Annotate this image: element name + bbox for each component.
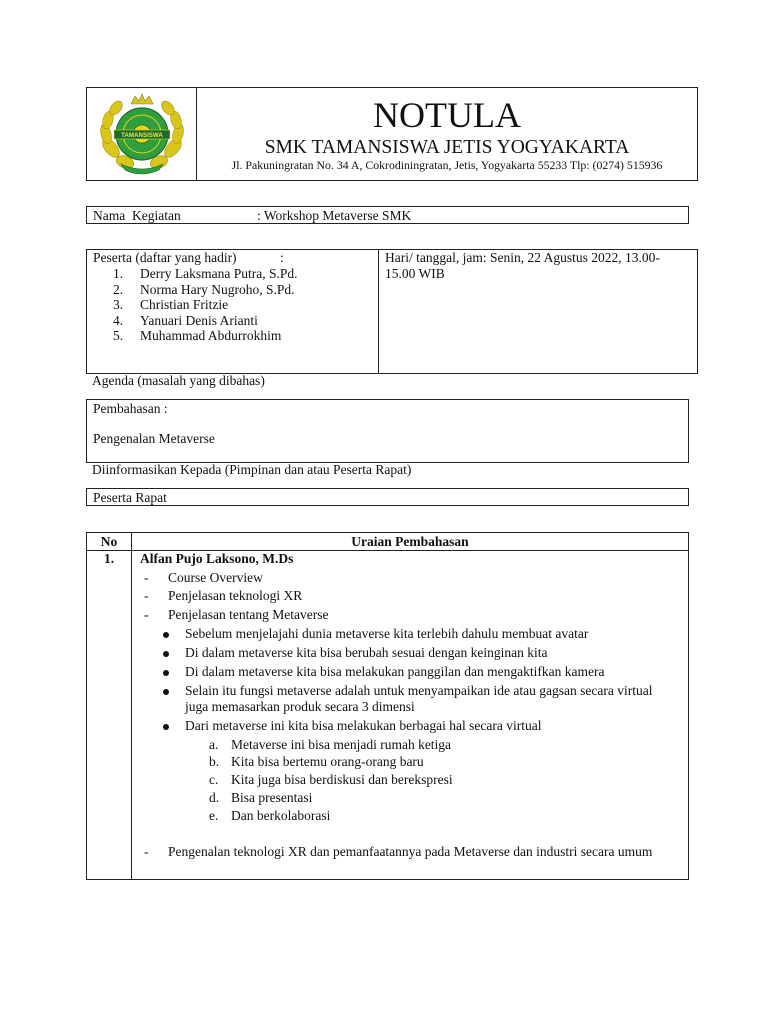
activity-label: Nama Kegiatan (93, 208, 181, 223)
list-number: 4. (113, 312, 124, 328)
table-column-divider (131, 533, 132, 879)
sub-item-letter: a. (209, 737, 219, 752)
list-number: 5. (113, 328, 124, 343)
dash-marker: - (144, 588, 149, 603)
sub-item: Kita juga bisa berdiskusi dan berekspresi (231, 772, 453, 787)
meeting-participants-value: Peserta Rapat (93, 490, 167, 505)
list-item: Di dalam metaverse kita bisa melakukan panggilan dan mengaktifkan kamera (185, 664, 605, 679)
dash-marker: - (144, 607, 149, 622)
list-item: Penjelasan tentang Metaverse (168, 607, 329, 622)
list-item (113, 313, 297, 329)
column-header-no: No (100, 534, 118, 549)
list-item-continuation: juga memasarkan produk secara 3 dimensi (185, 699, 415, 714)
list-number: 2. (113, 281, 124, 297)
attendee-name: Muhammad Abdurrokhim (140, 328, 282, 343)
document-title: NOTULA (373, 95, 521, 135)
discussion-value: Pengenalan Metaverse (93, 431, 215, 446)
sub-item: Kita bisa bertemu orang-orang baru (231, 754, 424, 769)
sub-item-letter: d. (209, 790, 220, 805)
row-number: 1. (103, 551, 115, 566)
school-address: Jl. Pakuningratan No. 34 A, Cokrodiningratan, Jetis, Yogyakarta 55233 Tlp: (0274) 515936 (231, 158, 663, 172)
activity-value: : Workshop Metaverse SMK (257, 208, 412, 223)
sub-item: Metaverse ini bisa menjadi rumah ketiga (231, 737, 452, 752)
list-item: Dari metaverse ini kita bisa melakukan berbagai hal secara virtual (185, 718, 542, 733)
list-item (113, 328, 297, 344)
dash-marker: - (144, 844, 149, 859)
list-number: 3. (113, 297, 124, 312)
list-item: Penjelasan teknologi XR (168, 588, 303, 603)
list-item: Sebelum menjelajahi dunia metaverse kita terlebih dahulu membuat avatar (185, 626, 589, 641)
logo-cell (87, 88, 197, 180)
datetime-line-2: 15.00 WIB (385, 266, 445, 281)
list-item: Selain itu fungsi metaverse adalah untuk menyampaikan ide atau gagsan secara virtual (185, 683, 653, 698)
bullet-icon (163, 670, 169, 676)
school-name: SMK TAMANSISWA JETIS YOGYAKARTA (264, 137, 630, 158)
list-item (113, 282, 297, 298)
attendee-name: Yanuari Denis Arianti (140, 312, 258, 328)
agenda-label: Agenda (masalah yang dibahas) (92, 373, 265, 388)
sub-item-letter: e. (209, 808, 219, 823)
attendees-colon: : (280, 250, 284, 265)
informed-to-label: Diinformasikan Kepada (Pimpinan dan atau Peserta Rapat) (92, 462, 412, 477)
bullet-icon (163, 689, 169, 695)
dash-marker: - (144, 570, 149, 585)
bullet-icon (163, 632, 169, 638)
meeting-participants-box (86, 488, 689, 506)
minutes-table (86, 532, 689, 880)
datetime-line-1: Hari/ tanggal, jam: Senin, 22 Agustus 2022, 13.00- (385, 250, 660, 265)
list-item: Course Overview (168, 570, 263, 585)
list-item (113, 266, 297, 282)
attendee-name: Derry Laksmana Putra, S.Pd. (140, 266, 298, 281)
attendees-label: Peserta (daftar yang hadir) (93, 250, 237, 265)
logo-text: TAMANSISWA (121, 132, 163, 139)
sub-item: Bisa presentasi (231, 790, 313, 805)
attendees-list (113, 266, 297, 344)
discussion-label: Pembahasan : (93, 401, 168, 416)
datetime-cell (379, 250, 697, 373)
sub-item-letter: b. (209, 754, 220, 769)
list-item: Di dalam metaverse kita bisa berubah sesuai dengan keinginan kita (185, 645, 548, 660)
document-header (86, 87, 698, 181)
list-item: Pengenalan teknologi XR dan pemanfaatannya pada Metaverse dan industri secara umum (168, 844, 653, 859)
list-item (113, 297, 297, 313)
attendees-cell (87, 250, 379, 373)
column-header-uraian: Uraian Pembahasan (351, 534, 469, 549)
bullet-icon (163, 651, 169, 657)
sub-item-letter: c. (209, 772, 219, 787)
sub-item: Dan berkolaborasi (231, 808, 331, 823)
attendee-name: Christian Fritzie (140, 297, 229, 312)
attendee-name: Norma Hary Nugroho, S.Pd. (140, 281, 295, 297)
list-number: 1. (113, 266, 124, 281)
activity-name-row (86, 206, 689, 224)
speaker-name: Alfan Pujo Laksono, M.Ds (140, 551, 294, 566)
school-logo (97, 90, 187, 178)
discussion-box (86, 399, 689, 463)
bullet-icon (163, 724, 169, 730)
attendees-box (86, 249, 698, 374)
